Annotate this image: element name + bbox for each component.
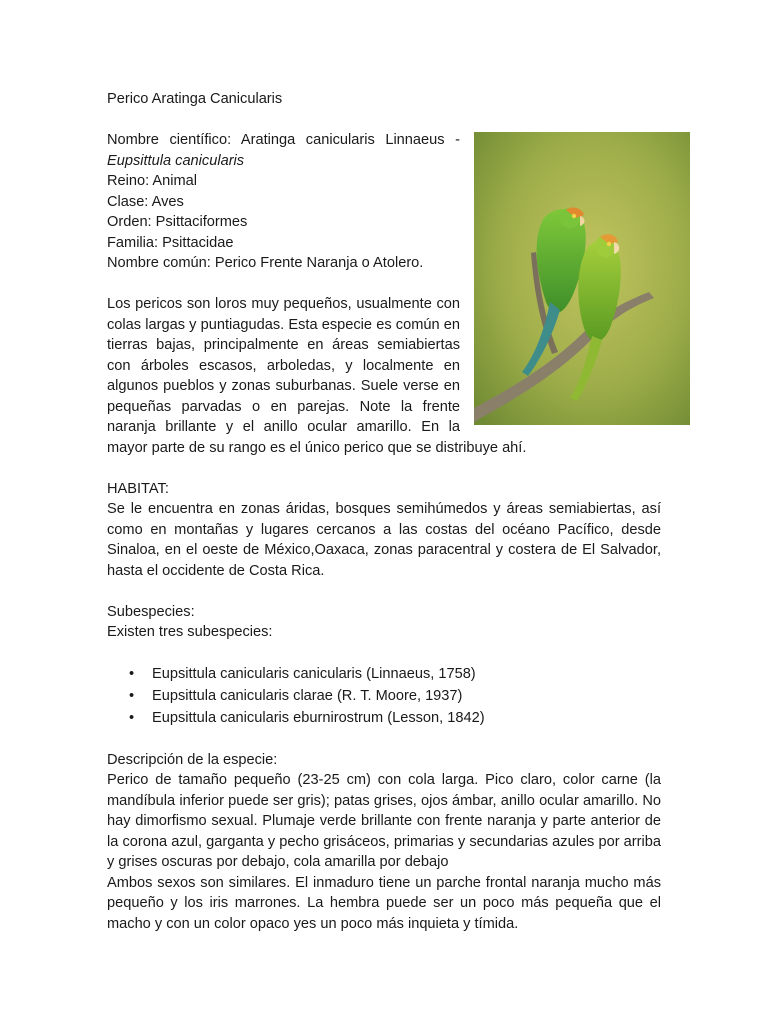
document-title: Perico Aratinga Canicularis	[107, 91, 283, 107]
subspecies-item-text: Eupsittula canicularis eburnirostrum (Lesson, 1842)	[152, 710, 485, 726]
synonym-name: Eupsittula canicularis	[107, 152, 245, 169]
habitat-text: Se le encuentra en zonas áridas, bosques semihúmedos y áreas semiabiertas, así como en montañas y lugares cercanos a las costas del océano Pacífico, desde Sinaloa, en el oeste de México,Oaxaca, zonas paracentral y costera de El Salvador, hasta el occidente de Costa Rica.	[107, 501, 661, 579]
taxonomy-familia: Familia: Psittacidae	[107, 234, 234, 251]
parrot-image-icon	[474, 132, 690, 425]
taxonomy-reino: Reino: Animal	[107, 173, 198, 189]
intro-paragraph: Los pericos son loros muy pequeños, usualmente con colas largas y puntiagudas. Esta especie es común en tierras bajas, principalmente en áreas semiabiertas con árboles escasos, arboledas, y localmente en algunos pueblos y zonas suburbanas. Suele verse en pequeñas parvadas o en parejas. Note la frente naranja brillante y el anillo ocular amarillo. En la mayor parte de su rango es el único perico que se distribuye ahí.	[107, 296, 527, 456]
taxonomy-clase: Clase: Aves	[107, 193, 184, 210]
list-item	[107, 707, 661, 729]
document-page	[107, 89, 661, 934]
taxonomy-common-name: Nombre común: Perico Frente Naranja o Atolero.	[107, 255, 424, 271]
habitat-heading: HABITAT:	[107, 480, 169, 497]
bullet-icon: •	[129, 666, 135, 682]
subspecies-intro: Existen tres subespecies:	[107, 624, 273, 640]
description-paragraph-2: Ambos sexos son similares. El inmaduro tiene un parche frontal naranja mucho más pequeño y los iris marrones. La hembra puede ser un poco más pequeña que el macho y con un color opaco yes un poco más inquieta y tímida.	[107, 874, 661, 932]
bullet-icon: •	[129, 710, 135, 726]
scientific-name-label: Nombre científico: Aratinga canicularis Linnaeus -	[107, 132, 460, 148]
subspecies-list	[107, 663, 661, 729]
taxonomy-orden: Orden: Psittaciformes	[107, 214, 248, 230]
list-item	[107, 685, 661, 707]
subspecies-item-text: Eupsittula canicularis canicularis (Linnaeus, 1758)	[152, 666, 476, 682]
parrot-photo	[474, 132, 690, 425]
bullet-icon: •	[129, 688, 135, 704]
subspecies-heading: Subespecies:	[107, 603, 195, 620]
list-item	[107, 663, 661, 685]
subspecies-item-text: Eupsittula canicularis clarae (R. T. Moore, 1937)	[152, 688, 463, 704]
description-heading: Descripción de la especie:	[107, 751, 278, 768]
description-paragraph-1: Perico de tamaño pequeño (23-25 cm) con cola larga. Pico claro, color carne (la mandíbula inferior puede ser gris); patas grises, ojos ámbar, anillo ocular amarillo. No hay dimorfismo sexual. Plumaje verde brillante con frente naranja y parte anterior de la corona azul, garganta y pecho grisáceos, primarias y secundarias azules por arriba y grises oscuras por debajo, cola amarilla por debajo	[107, 772, 661, 870]
